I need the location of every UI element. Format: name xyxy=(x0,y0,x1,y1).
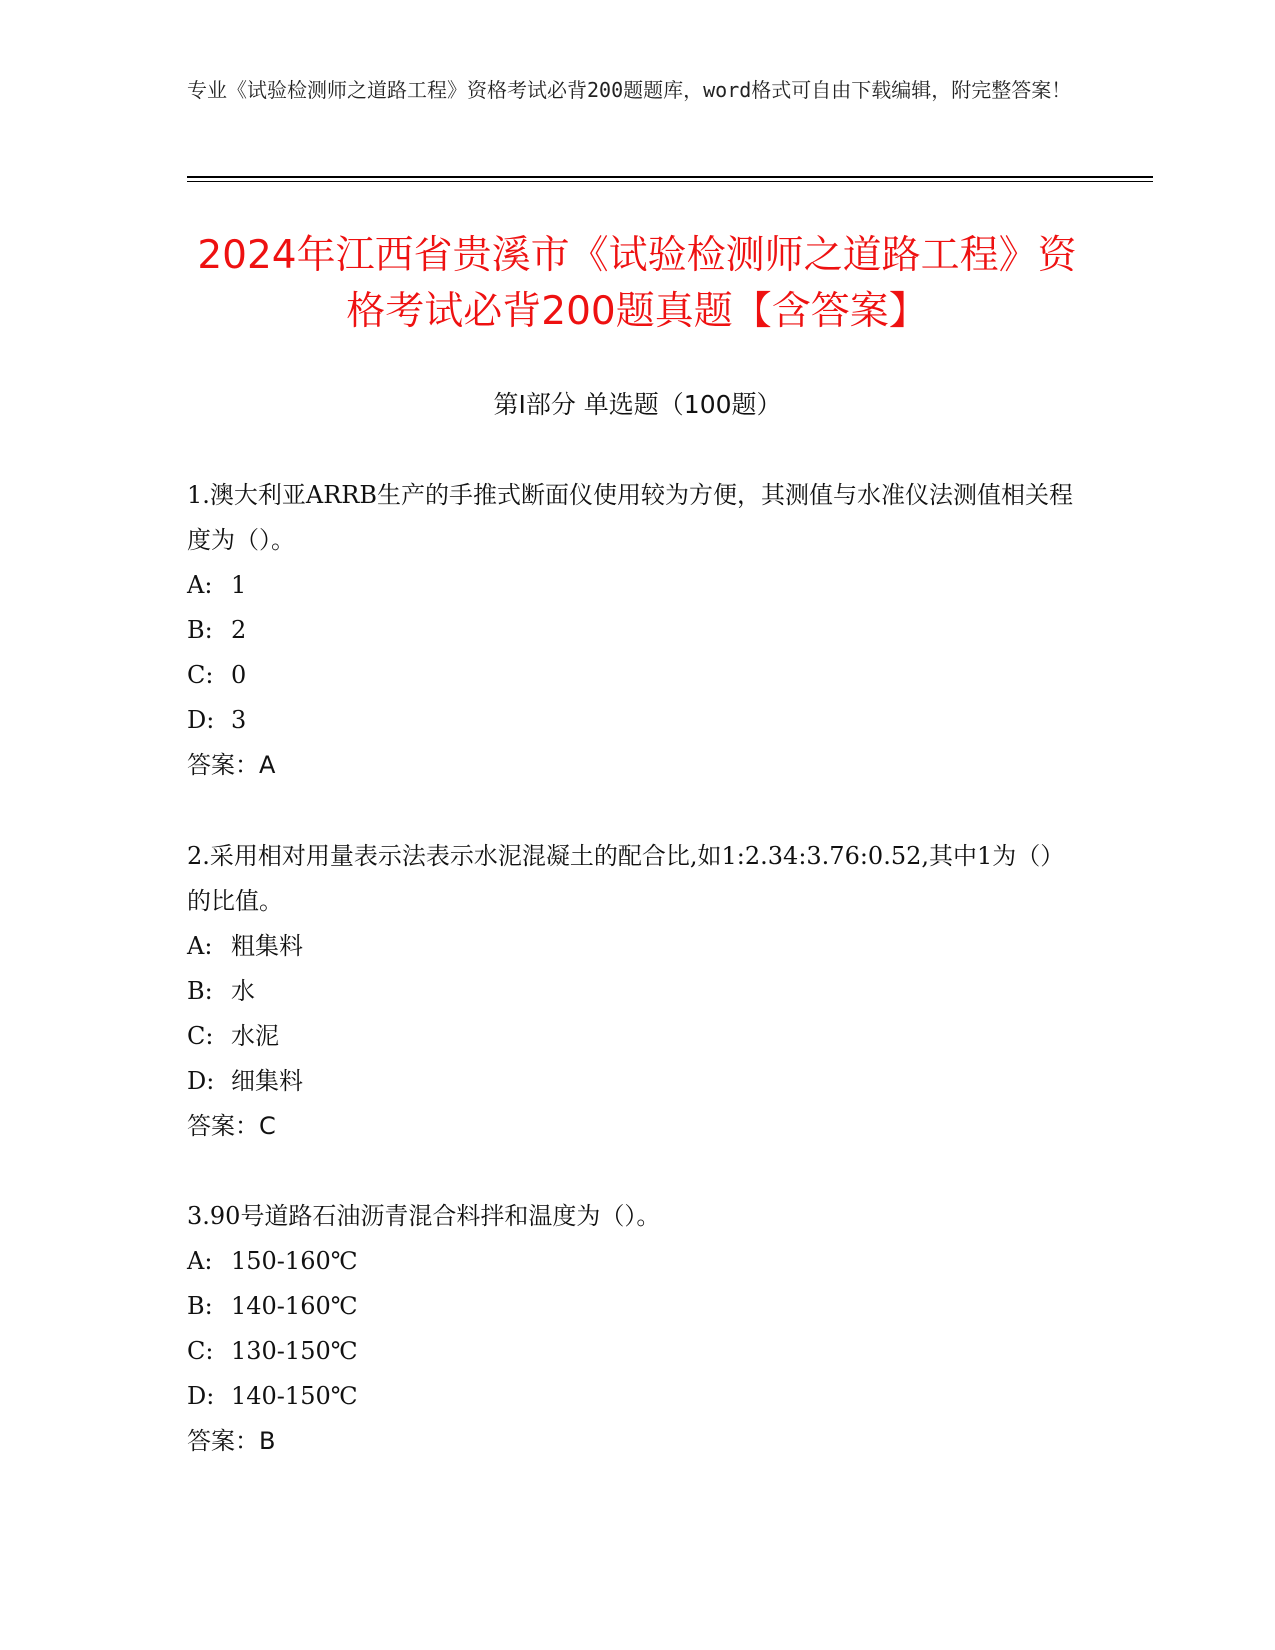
option-key: B: xyxy=(187,977,213,1005)
option-value: 粗集料 xyxy=(231,932,303,960)
option-key: B: xyxy=(187,616,213,644)
option-value: 130-150℃ xyxy=(231,1337,358,1365)
option-a xyxy=(187,1239,1087,1284)
option-d xyxy=(187,698,1087,743)
option-d xyxy=(187,1059,1087,1104)
option-key: C: xyxy=(187,1022,214,1050)
option-value: 3 xyxy=(231,706,247,734)
option-c xyxy=(187,653,1087,698)
option-value: 140-150℃ xyxy=(231,1382,358,1410)
option-key: D: xyxy=(187,1382,215,1410)
answer-line: 答案：C xyxy=(187,1112,276,1140)
question-text: 3.90号道路石油沥青混合料拌和温度为（）。 xyxy=(187,1202,661,1230)
option-b xyxy=(187,608,1087,653)
option-value: 140-160℃ xyxy=(231,1292,358,1320)
option-key: C: xyxy=(187,1337,214,1365)
option-key: A: xyxy=(187,932,213,960)
question-block xyxy=(187,834,1087,1149)
question-text: 1.澳大利亚ARRB生产的手推式断面仪使用较为方便，其测值与水准仪法测值相关程度为（）。 xyxy=(187,481,1074,554)
option-key: A: xyxy=(187,571,213,599)
option-value: 150-160℃ xyxy=(231,1247,358,1275)
header-divider-thin xyxy=(187,181,1153,182)
answer-line: 答案：A xyxy=(187,751,276,779)
option-value: 0 xyxy=(231,661,247,689)
option-value: 水泥 xyxy=(231,1022,279,1050)
question-block xyxy=(187,473,1087,788)
header-divider-thick xyxy=(187,176,1153,178)
option-value: 水 xyxy=(231,977,255,1005)
option-key: A: xyxy=(187,1247,213,1275)
option-c xyxy=(187,1329,1087,1374)
option-value: 细集料 xyxy=(231,1067,303,1095)
option-b xyxy=(187,1284,1087,1329)
option-key: B: xyxy=(187,1292,213,1320)
option-c xyxy=(187,1014,1087,1059)
option-key: D: xyxy=(187,706,215,734)
option-key: C: xyxy=(187,661,214,689)
question-text: 2.采用相对用量表示法表示水泥混凝土的配合比,如1:2.34:3.76:0.52,其中1为（）的比值。 xyxy=(187,842,1065,915)
header-note: 专业《试验检测师之道路工程》资格考试必背200题题库，word格式可自由下载编辑，附完整答案！ xyxy=(187,78,1072,102)
option-value: 2 xyxy=(231,616,247,644)
option-d xyxy=(187,1374,1087,1419)
document-title: 2024年江西省贵溪市《试验检测师之道路工程》资格考试必背200题真题【含答案】 xyxy=(197,233,1077,334)
option-key: D: xyxy=(187,1067,215,1095)
section-heading: 第I部分 单选题（100题） xyxy=(493,390,782,419)
option-a xyxy=(187,563,1087,608)
option-a xyxy=(187,924,1087,969)
option-value: 1 xyxy=(231,571,247,599)
option-b xyxy=(187,969,1087,1014)
question-block xyxy=(187,1194,1087,1464)
answer-line: 答案：B xyxy=(187,1427,276,1455)
